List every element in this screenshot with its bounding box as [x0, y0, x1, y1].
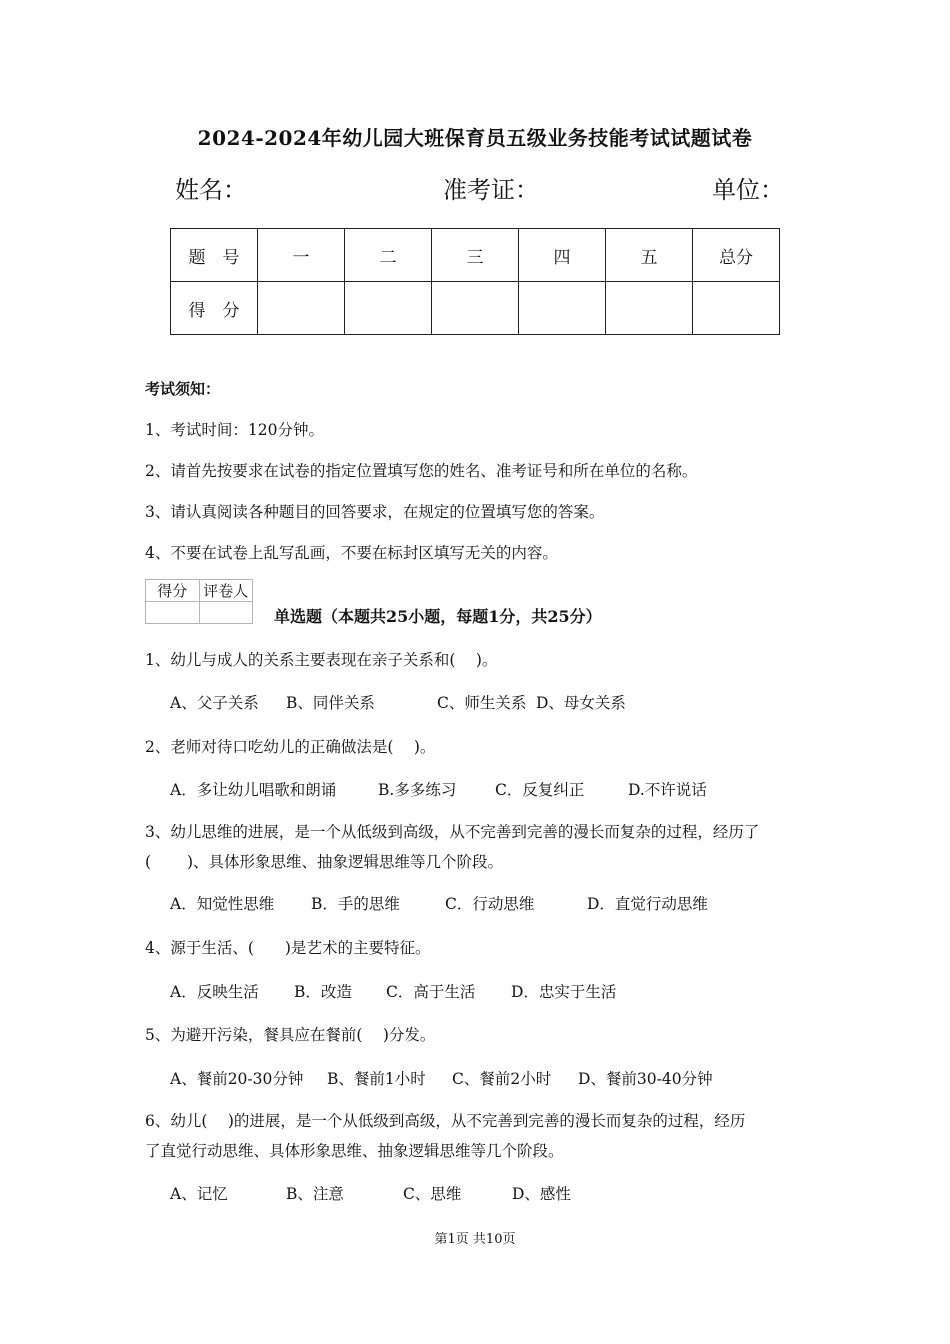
question-stem: 3、幼儿思维的进展，是一个从低级到高级，从不完善到完善的漫长而复杂的过程，经历了 [145, 823, 760, 841]
grader-score-cell[interactable] [146, 602, 200, 624]
notice-item: 2、请首先按要求在试卷的指定位置填写您的姓名、准考证号和所在单位的名称。 [145, 462, 698, 480]
grader-name-cell[interactable] [199, 602, 253, 624]
notice-item: 4、不要在试卷上乱写乱画，不要在标封区填写无关的内容。 [145, 544, 558, 562]
name-field-label: 姓名： [175, 176, 247, 204]
option[interactable]: A、餐前20-30分钟 [170, 1070, 304, 1088]
question-options [170, 980, 616, 1002]
score-header-cell: 总分 [693, 229, 780, 282]
exam-id-field-label: 准考证： [443, 176, 539, 204]
option[interactable]: B.多多练习 [378, 781, 457, 799]
option[interactable]: A、记忆 [170, 1185, 228, 1203]
question-stem: 6、幼儿( )的进展，是一个从低级到高级，从不完善到完善的漫长而复杂的过程，经历 [145, 1112, 746, 1130]
option[interactable]: B、注意 [286, 1185, 344, 1203]
score-row-label: 得 分 [171, 282, 258, 335]
question-stem-continued: ( )、具体形象思维、抽象逻辑思维等几个阶段。 [145, 853, 504, 871]
option[interactable]: D．忠实于生活 [511, 983, 617, 1001]
score-header-cell: 题 号 [171, 229, 258, 282]
notice-heading: 考试须知： [145, 380, 221, 398]
option[interactable]: B、餐前1小时 [327, 1070, 426, 1088]
option[interactable]: B．改造 [294, 983, 352, 1001]
option[interactable]: A．反映生活 [170, 983, 259, 1001]
score-table [170, 228, 780, 335]
score-cell[interactable] [606, 282, 693, 335]
score-header-cell: 二 [345, 229, 432, 282]
option[interactable]: C．高于生活 [386, 983, 476, 1001]
page-footer: 第1页 共10页 [434, 1232, 516, 1247]
option[interactable]: C、餐前2小时 [452, 1070, 552, 1088]
question-stem-continued: 了直觉行动思维、具体形象思维、抽象逻辑思维等几个阶段。 [145, 1142, 564, 1160]
option[interactable]: D、餐前30-40分钟 [578, 1070, 713, 1088]
unit-field-label: 单位： [712, 176, 784, 204]
question-options [170, 691, 626, 713]
question-options [170, 778, 707, 800]
exam-title: 2024-2024年幼儿园大班保育员五级业务技能考试试题试卷 [197, 126, 753, 150]
score-table-score-row [171, 282, 780, 335]
score-header-cell: 四 [519, 229, 606, 282]
option[interactable]: B．手的思维 [311, 895, 400, 913]
score-cell[interactable] [258, 282, 345, 335]
score-header-cell: 三 [432, 229, 519, 282]
option[interactable]: D.不许说话 [628, 781, 707, 799]
question-stem: 5、为避开污染，餐具应在餐前( )分发。 [145, 1026, 436, 1044]
option[interactable]: C、思维 [403, 1185, 462, 1203]
option[interactable]: D．直觉行动思维 [587, 895, 708, 913]
option[interactable]: C．行动思维 [445, 895, 535, 913]
score-cell[interactable] [693, 282, 780, 335]
question-stem: 1、幼儿与成人的关系主要表现在亲子关系和( )。 [145, 651, 498, 669]
question-options [170, 892, 708, 914]
score-cell[interactable] [519, 282, 606, 335]
score-table-header-row [171, 229, 780, 282]
question-options [170, 1182, 571, 1204]
question-stem: 2、老师对待口吃幼儿的正确做法是( )。 [145, 738, 436, 756]
option[interactable]: D、母女关系 [536, 694, 626, 712]
grader-score-label: 得分 [146, 580, 200, 602]
score-cell[interactable] [345, 282, 432, 335]
score-header-cell: 一 [258, 229, 345, 282]
grader-box [145, 579, 253, 624]
option[interactable]: A．知觉性思维 [170, 895, 275, 913]
option[interactable]: A．多让幼儿唱歌和朗诵 [170, 781, 337, 799]
notice-item: 3、请认真阅读各种题目的回答要求，在规定的位置填写您的答案。 [145, 503, 605, 521]
section-title: 单选题（本题共25小题，每题1分，共25分） [274, 607, 602, 626]
question-stem: 4、源于生活、( )是艺术的主要特征。 [145, 939, 431, 957]
option[interactable]: D、感性 [512, 1185, 571, 1203]
score-header-cell: 五 [606, 229, 693, 282]
option[interactable]: C．反复纠正 [495, 781, 585, 799]
grader-name-label: 评卷人 [199, 580, 253, 602]
option[interactable]: C、师生关系 [437, 694, 527, 712]
option[interactable]: A、父子关系 [170, 694, 259, 712]
notice-item: 1、考试时间：120分钟。 [145, 421, 324, 439]
option[interactable]: B、同伴关系 [286, 694, 375, 712]
question-options [170, 1067, 713, 1089]
score-cell[interactable] [432, 282, 519, 335]
